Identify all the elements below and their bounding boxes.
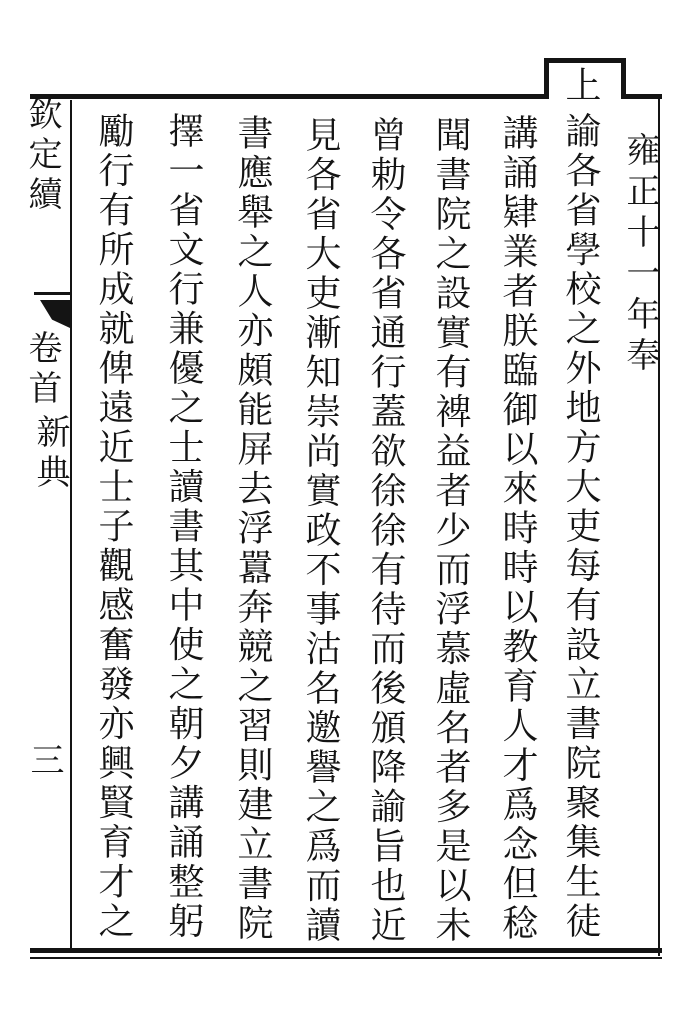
margin-section: 新典 bbox=[30, 414, 70, 494]
margin-chapter: 卷首 bbox=[22, 330, 62, 410]
frame-bottom-rule bbox=[30, 948, 662, 953]
fishtail-mark bbox=[40, 300, 70, 328]
text-column-6: 書應舉之人亦頗能屏去浮囂奔競之習則建立書院 bbox=[232, 114, 273, 944]
text-column-8: 勵行有所成就俾遠近士子觀感奮發亦興賢育才之 bbox=[93, 112, 134, 942]
text-column-7: 擇一省文行兼優之士讀書其中使之朝夕講誦整躬 bbox=[163, 112, 204, 942]
frame-left-rule bbox=[70, 100, 72, 952]
raised-bracket-top bbox=[544, 58, 626, 63]
text-column-4: 曾勅令各省通行蓋欲徐徐有待而後頒降諭旨也近 bbox=[365, 116, 406, 946]
text-column-1: 諭各省學校之外地方大吏每有設立書院聚集生徒 bbox=[560, 112, 601, 942]
margin-page-number: 三 bbox=[24, 742, 64, 782]
text-column-2: 講誦肄業者朕臨御以來時時以教育人才爲念但稔 bbox=[497, 114, 538, 944]
margin-book-title: 欽定續 bbox=[22, 96, 62, 216]
raised-bracket-left bbox=[544, 58, 549, 99]
frame-top-left-rule bbox=[30, 94, 548, 99]
frame-top-right-rule bbox=[622, 94, 662, 99]
fishtail-rule bbox=[34, 292, 70, 295]
text-column-5: 見各省大吏漸知崇尚實政不事沽名邀譽之爲而讀 bbox=[300, 116, 341, 946]
raised-bracket-right bbox=[621, 58, 626, 99]
text-column-3: 聞書院之設實有裨益者少而浮慕虛名者多是以未 bbox=[430, 116, 471, 946]
header-date-line: 雍正十一年奉 bbox=[620, 132, 660, 378]
frame-bottom-thin-rule bbox=[30, 957, 662, 959]
raised-honorific-char: 上 bbox=[560, 66, 601, 106]
